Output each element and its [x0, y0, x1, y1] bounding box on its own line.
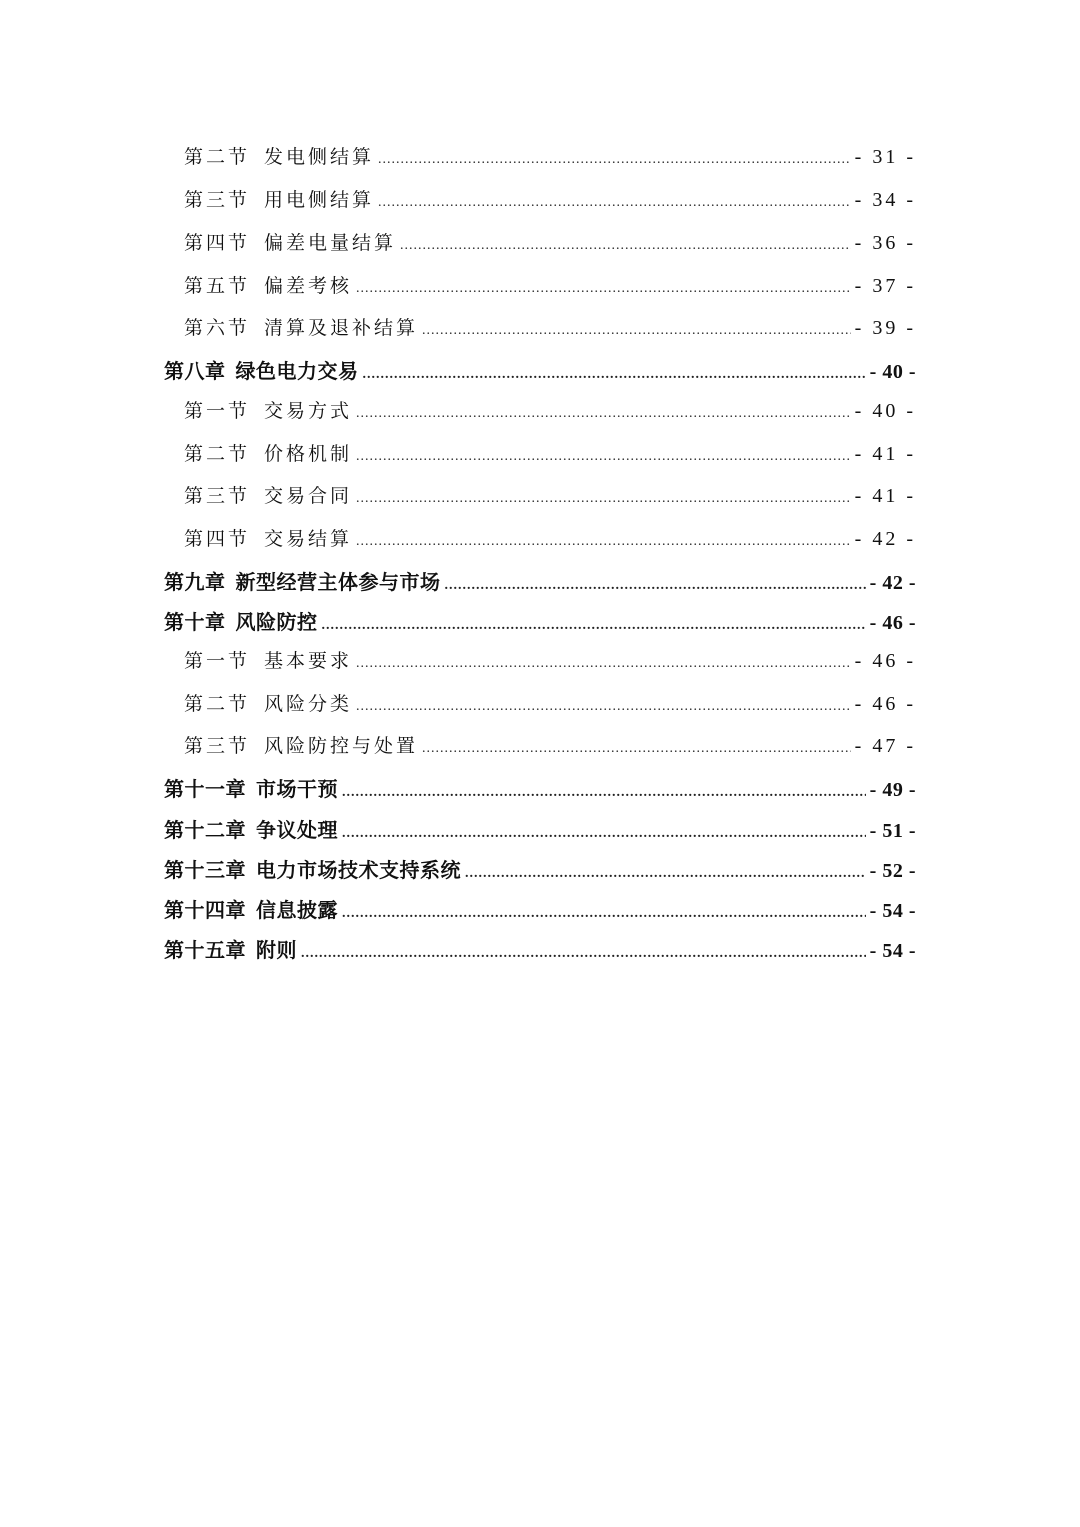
- toc-entry-label: 第一节 基本要求: [184, 650, 353, 672]
- toc-page-number: - 52 -: [869, 860, 916, 882]
- dot-leader: [356, 700, 851, 714]
- toc-entry[interactable]: [184, 228, 916, 255]
- toc-entry-label: 第十章 风险防控: [164, 610, 318, 634]
- toc-entry-label: 第二节 发电侧结算: [184, 146, 375, 168]
- toc-chapter-entry[interactable]: [164, 894, 916, 923]
- toc-chapter-entry[interactable]: [164, 566, 916, 595]
- toc-page-number: - 46 -: [854, 650, 916, 672]
- dot-leader: [422, 324, 851, 338]
- toc-chapter-entry[interactable]: [164, 854, 916, 883]
- dot-leader: [322, 619, 866, 633]
- toc-chapter-entry[interactable]: [164, 814, 916, 843]
- toc-entry-label: 第四节 偏差电量结算: [184, 232, 397, 254]
- toc-entry[interactable]: [184, 185, 916, 212]
- toc-page-number: - 41 -: [854, 485, 916, 507]
- toc-entry-label: 第二节 风险分类: [184, 693, 353, 715]
- toc-page-number: - 42 -: [854, 528, 916, 550]
- toc-entry-label: 第三节 风险防控与处置: [184, 735, 419, 757]
- dot-leader: [356, 282, 851, 296]
- toc-page-number: - 39 -: [854, 317, 916, 339]
- toc-entry-label: 第一节 交易方式: [184, 400, 353, 422]
- toc-entry-label: 第三节 用电侧结算: [184, 189, 375, 211]
- dot-leader: [400, 239, 851, 253]
- toc-entry-label: 第五节 偏差考核: [184, 275, 353, 297]
- toc-page-number: - 47 -: [854, 735, 916, 757]
- toc-entry-label: 第十五章 附则: [164, 938, 297, 962]
- toc-entry[interactable]: [184, 646, 916, 673]
- toc-entry-label: 第十二章 争议处理: [164, 818, 338, 842]
- dot-leader: [465, 867, 866, 881]
- toc-chapter-entry[interactable]: [164, 773, 916, 802]
- dot-leader: [342, 907, 866, 921]
- toc-entry[interactable]: [184, 439, 916, 466]
- dot-leader: [378, 153, 851, 167]
- toc-entry-label: 第十一章 市场干预: [164, 777, 338, 801]
- dot-leader: [342, 827, 866, 841]
- dot-leader: [301, 947, 866, 961]
- toc-page-number: - 51 -: [869, 820, 916, 842]
- toc-entry[interactable]: [184, 142, 916, 169]
- dot-leader: [356, 407, 851, 421]
- toc-entry-label: 第四节 交易结算: [184, 528, 353, 550]
- toc-chapter-entry[interactable]: [164, 934, 916, 963]
- toc-entry-label: 第十四章 信息披露: [164, 898, 338, 922]
- toc-entry-label: 第八章 绿色电力交易: [164, 359, 359, 383]
- toc-page-number: - 54 -: [869, 900, 916, 922]
- toc-page-number: - 49 -: [869, 779, 916, 801]
- toc-entry[interactable]: [184, 481, 916, 508]
- toc-page-number: - 46 -: [869, 612, 916, 634]
- toc-page-number: - 40 -: [854, 400, 916, 422]
- toc-page-number: - 37 -: [854, 275, 916, 297]
- dot-leader: [342, 786, 866, 800]
- toc-entry[interactable]: [184, 731, 916, 758]
- toc-page-number: - 46 -: [854, 693, 916, 715]
- toc-entry-label: 第三节 交易合同: [184, 485, 353, 507]
- toc-entry-label: 第九章 新型经营主体参与市场: [164, 570, 441, 594]
- dot-leader: [363, 368, 866, 382]
- toc-entry[interactable]: [184, 396, 916, 423]
- toc-page-number: - 34 -: [854, 189, 916, 211]
- toc-chapter-entry[interactable]: [164, 355, 916, 384]
- toc-entry-label: 第六节 清算及退补结算: [184, 317, 419, 339]
- toc-entry[interactable]: [184, 313, 916, 340]
- toc-entry[interactable]: [184, 524, 916, 551]
- toc-entry[interactable]: [184, 689, 916, 716]
- dot-leader: [356, 535, 851, 549]
- toc-chapter-entry[interactable]: [164, 606, 916, 635]
- dot-leader: [356, 450, 851, 464]
- toc-page-number: - 42 -: [869, 572, 916, 594]
- toc-page-number: - 40 -: [869, 361, 916, 383]
- dot-leader: [356, 492, 851, 506]
- dot-leader: [422, 742, 851, 756]
- toc-entry[interactable]: [184, 271, 916, 298]
- dot-leader: [356, 657, 851, 671]
- toc-entry-label: 第二节 价格机制: [184, 443, 353, 465]
- toc-page-number: - 31 -: [854, 146, 916, 168]
- dot-leader: [378, 196, 851, 210]
- toc-entry-label: 第十三章 电力市场技术支持系统: [164, 858, 461, 882]
- toc-page-number: - 41 -: [854, 443, 916, 465]
- toc-page-number: - 54 -: [869, 940, 916, 962]
- dot-leader: [445, 579, 866, 593]
- toc-page-number: - 36 -: [854, 232, 916, 254]
